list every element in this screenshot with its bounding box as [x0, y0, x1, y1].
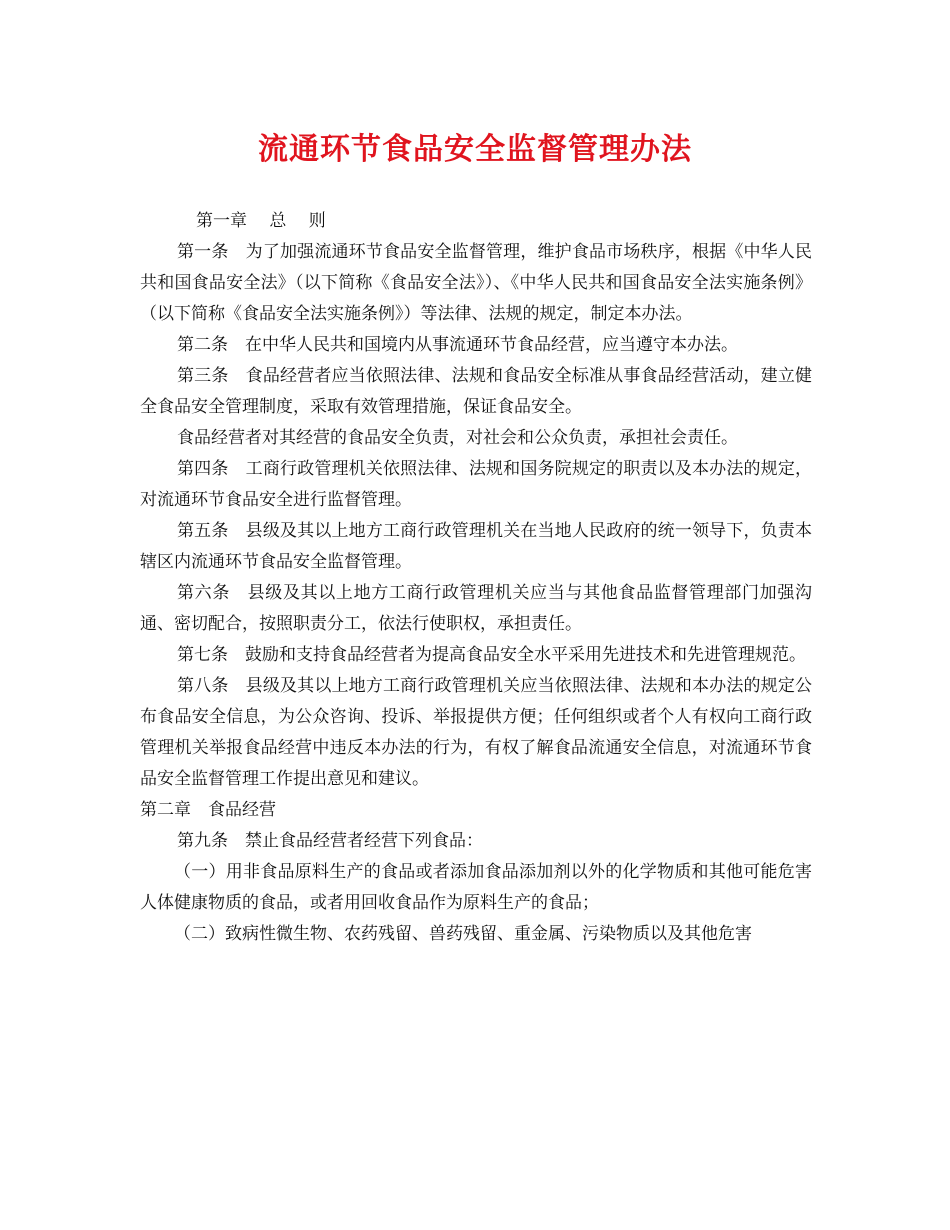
article-paragraph: 食品经营者对其经营的食品安全负责，对社会和公众负责，承担社会责任。	[177, 428, 738, 448]
document-body	[140, 206, 812, 950]
article-paragraph: 第八条 县级及其以上地方工商行政管理机关应当依照法律、法规和本办法的规定公布食品安全信息，为公众咨询、投诉、举报提供方便；任何组织或者个人有权向工商行政管理机关举报食品经营中违反本办法的行为，有权了解食品流通安全信息，对流通环节食品安全监督管理工作提出意见和建议。	[140, 676, 812, 789]
article-paragraph: 第五条 县级及其以上地方工商行政管理机关在当地人民政府的统一领导下，负责本辖区内流通环节食品安全监督管理。	[140, 521, 812, 572]
document-title: 流通环节食品安全监督管理办法	[258, 132, 692, 167]
article-paragraph: 第三条 食品经营者应当依照法律、法规和食品安全标准从事食品经营活动，建立健全食品安全管理制度，采取有效管理措施，保证食品安全。	[140, 366, 812, 417]
article-paragraph: 第四条 工商行政管理机关依照法律、法规和国务院规定的职责以及本办法的规定，对流通环节食品安全进行监督管理。	[140, 459, 812, 510]
list-item: （二）致病性微生物、农药残留、兽药残留、重金属、污染物质以及其他危害	[174, 924, 752, 944]
article-paragraph: 第一条 为了加强流通环节食品安全监督管理，维护食品市场秩序，根据《中华人民共和国食品安全法》（以下简称《食品安全法》）、《中华人民共和国食品安全法实施条例》（以下简称《食品安全法实施条例》）等法律、法规的规定，制定本办法。	[140, 242, 812, 324]
list-item: （一）用非食品原料生产的食品或者添加食品添加剂以外的化学物质和其他可能危害人体健康物质的食品，或者用回收食品作为原料生产的食品；	[140, 862, 812, 913]
article-paragraph: 第六条 县级及其以上地方工商行政管理机关应当与其他食品监督管理部门加强沟通、密切配合，按照职责分工，依法行使职权，承担责任。	[140, 583, 812, 634]
article-paragraph: 第七条 鼓励和支持食品经营者为提高食品安全水平采用先进技术和先进管理规范。	[177, 645, 806, 665]
chapter-heading: 第二章 食品经营	[140, 800, 276, 820]
article-paragraph: 第九条 禁止食品经营者经营下列食品：	[177, 831, 483, 851]
chapter-heading: 第一章 总 则	[196, 211, 326, 231]
article-paragraph: 第二条 在中华人民共和国境内从事流通环节食品经营，应当遵守本办法。	[177, 335, 738, 355]
